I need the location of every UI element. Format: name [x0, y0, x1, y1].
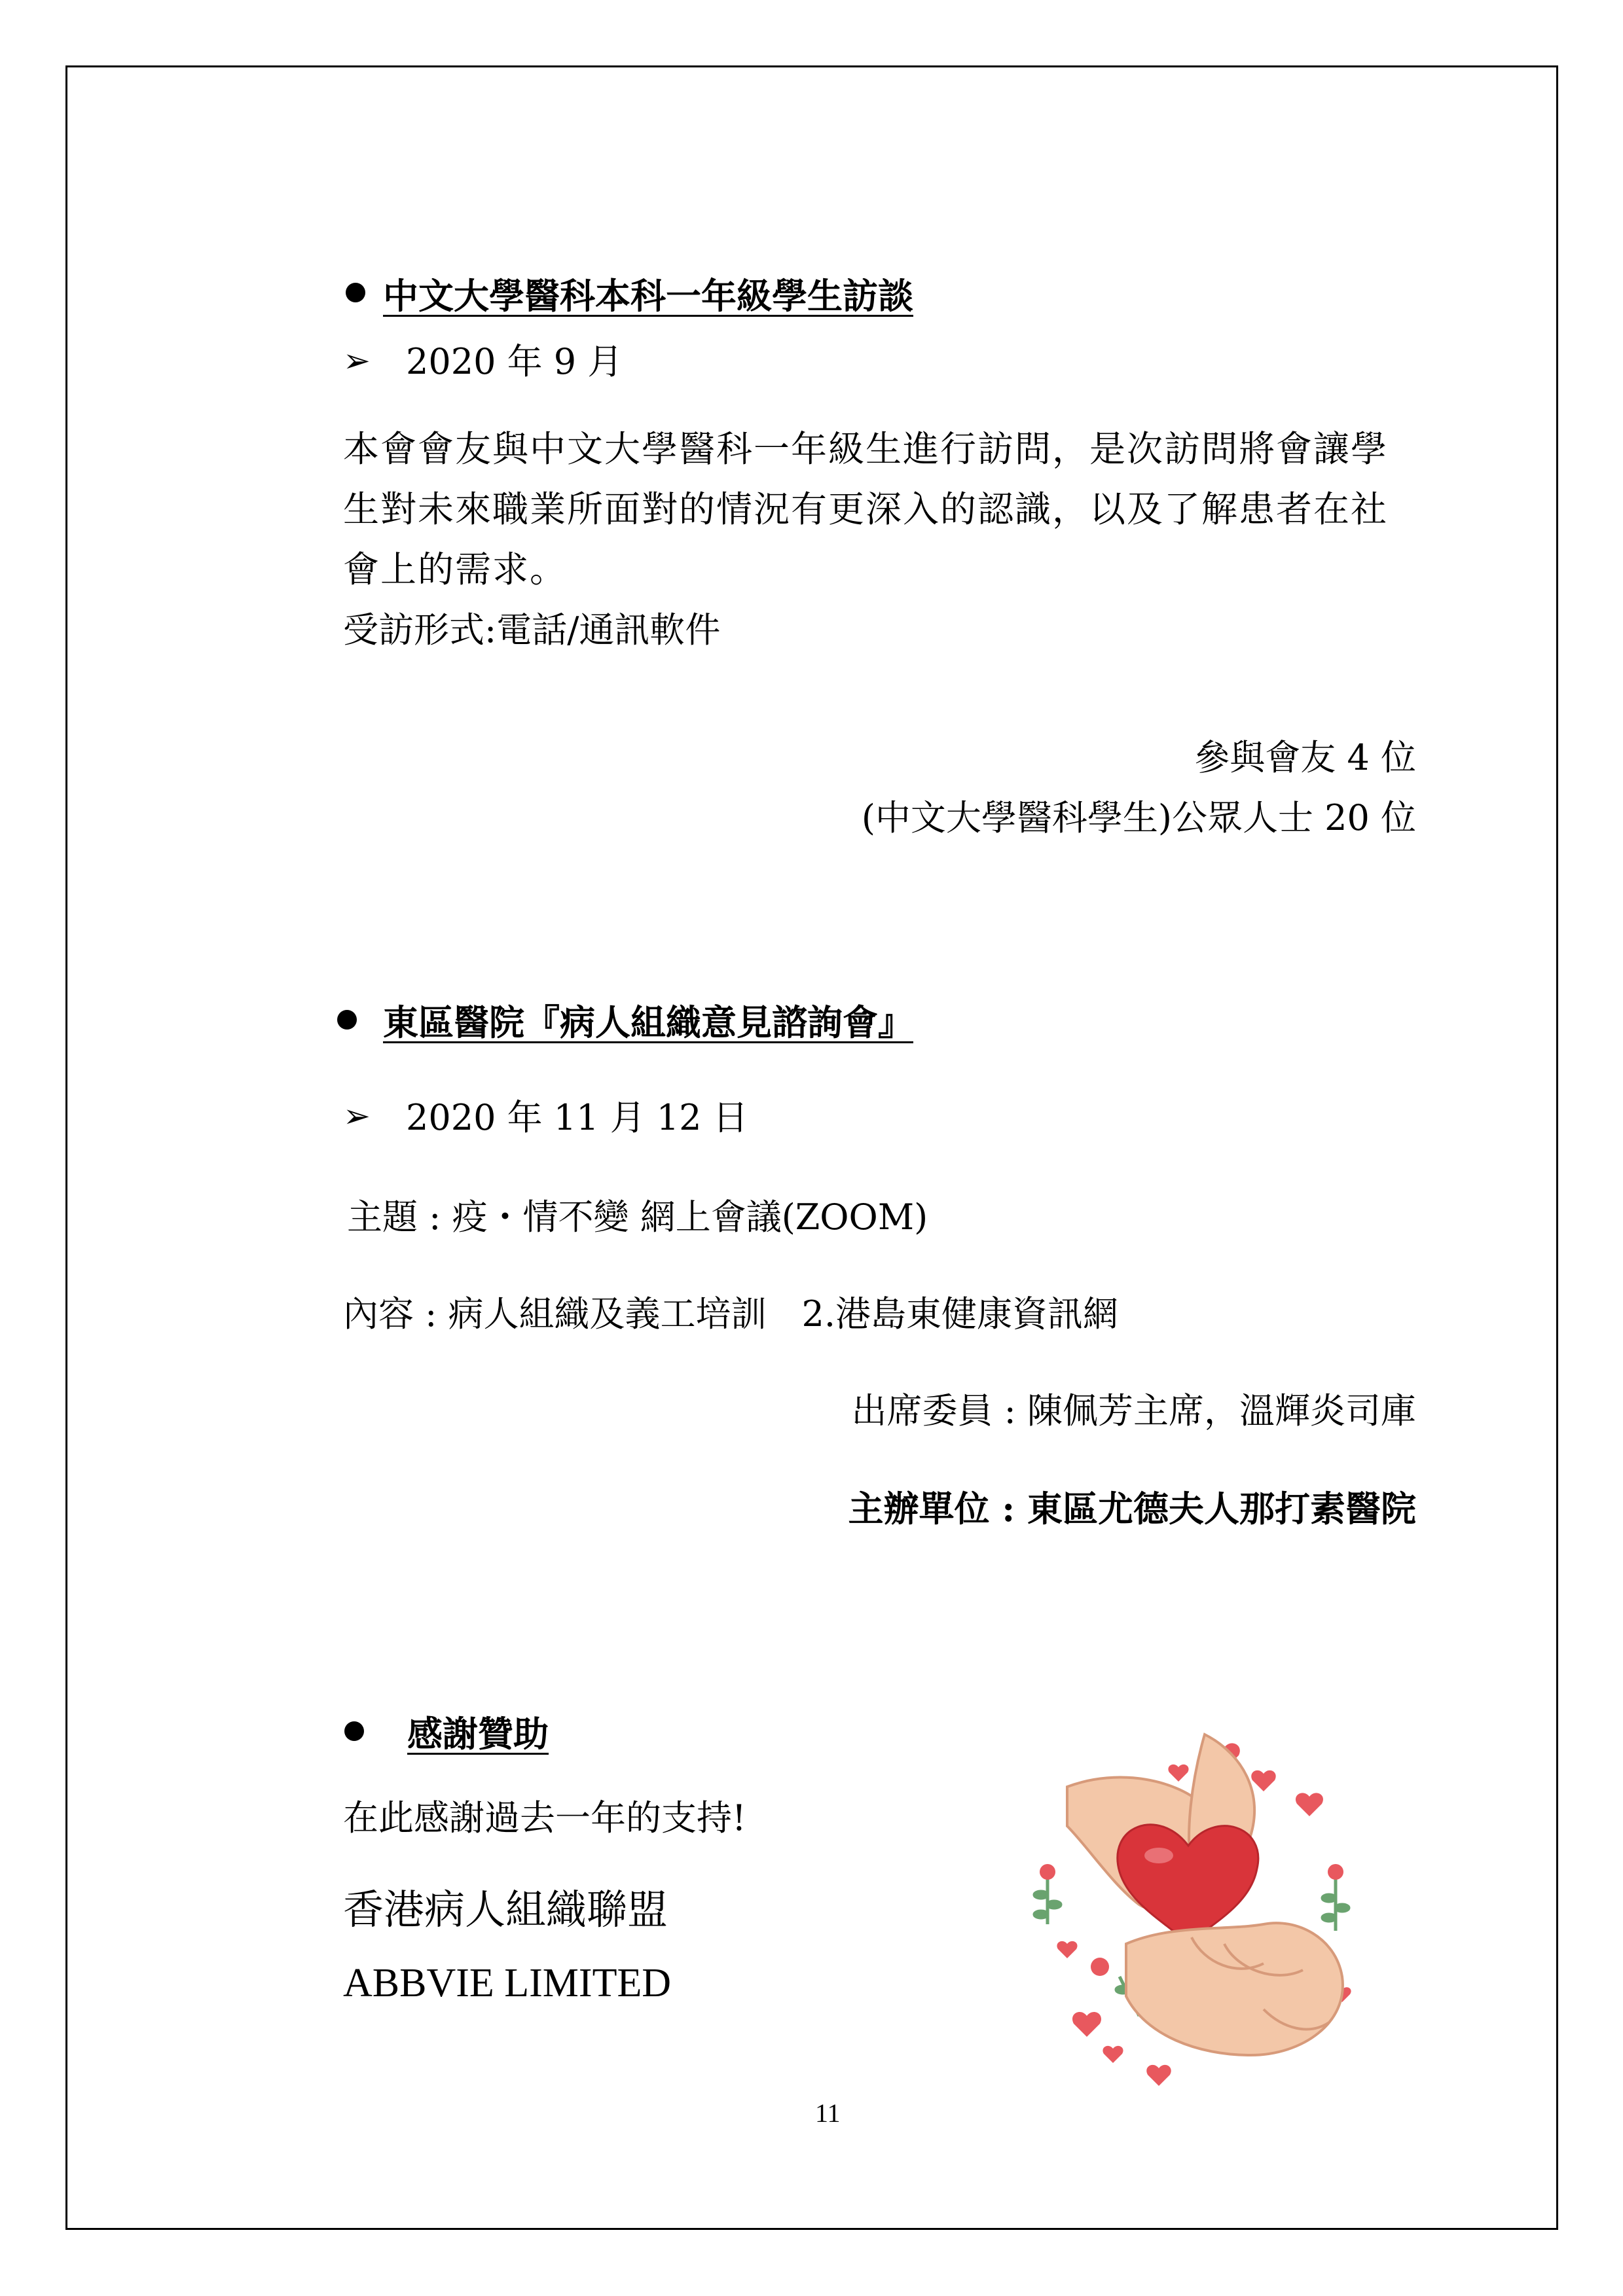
section-date: 2020 年 11 月 12 日 — [406, 1097, 748, 1138]
thanks-message: 在此感謝過去一年的支持! — [343, 1797, 746, 1839]
meeting-organizer: 主辦單位 : 東區尤德夫人那打素醫院 — [848, 1488, 1416, 1530]
section-paragraph: 本會會友與中文大學醫科一年級生進行訪問，是次訪問將會讓學生對未來職業所面對的情況有更深入的認識，以及了解患者在社會上的需求。 — [343, 428, 1389, 590]
bullet-dot — [344, 1721, 364, 1741]
sponsor-name: 香港病人組織聯盟 — [343, 1888, 668, 1933]
section-heading-thanks: 感謝贊助 — [407, 1713, 549, 1755]
sponsor-name: ABBVIE LIMITED — [343, 1961, 672, 2005]
arrow-bullet-icon: ➢ — [343, 342, 371, 380]
section-heading-eastern-hospital: 東區醫院『病人組織意見諮詢會』 — [383, 1001, 913, 1043]
section-heading-cuhk-interview: 中文大學醫科本科一年級學生訪談 — [383, 275, 913, 317]
page-number: 11 — [815, 2098, 841, 2128]
hands-holding-heart-icon — [1028, 1728, 1401, 2094]
meeting-content: 內容 : 病人組織及義工培訓 2.港島東健康資訊網 — [343, 1293, 1119, 1335]
arrow-bullet-icon: ➢ — [343, 1097, 371, 1135]
lower-hands — [1126, 1923, 1343, 2055]
participants-count: 參與會友 4 位 — [1194, 737, 1416, 778]
meeting-theme: 主題 : 疫・情不變 網上會議(ZOOM) — [347, 1196, 928, 1238]
bullet-dot — [346, 283, 365, 302]
section-date: 2020 年 9 月 — [406, 341, 623, 382]
meeting-attendees: 出席委員 : 陳佩芳主席，溫輝炎司庫 — [851, 1390, 1416, 1431]
bullet-dot — [337, 1010, 357, 1030]
participants-public: (中文大學醫科學生)公眾人士 20 位 — [861, 797, 1416, 838]
interview-format: 受訪形式:電話/通訊軟件 — [343, 609, 721, 651]
